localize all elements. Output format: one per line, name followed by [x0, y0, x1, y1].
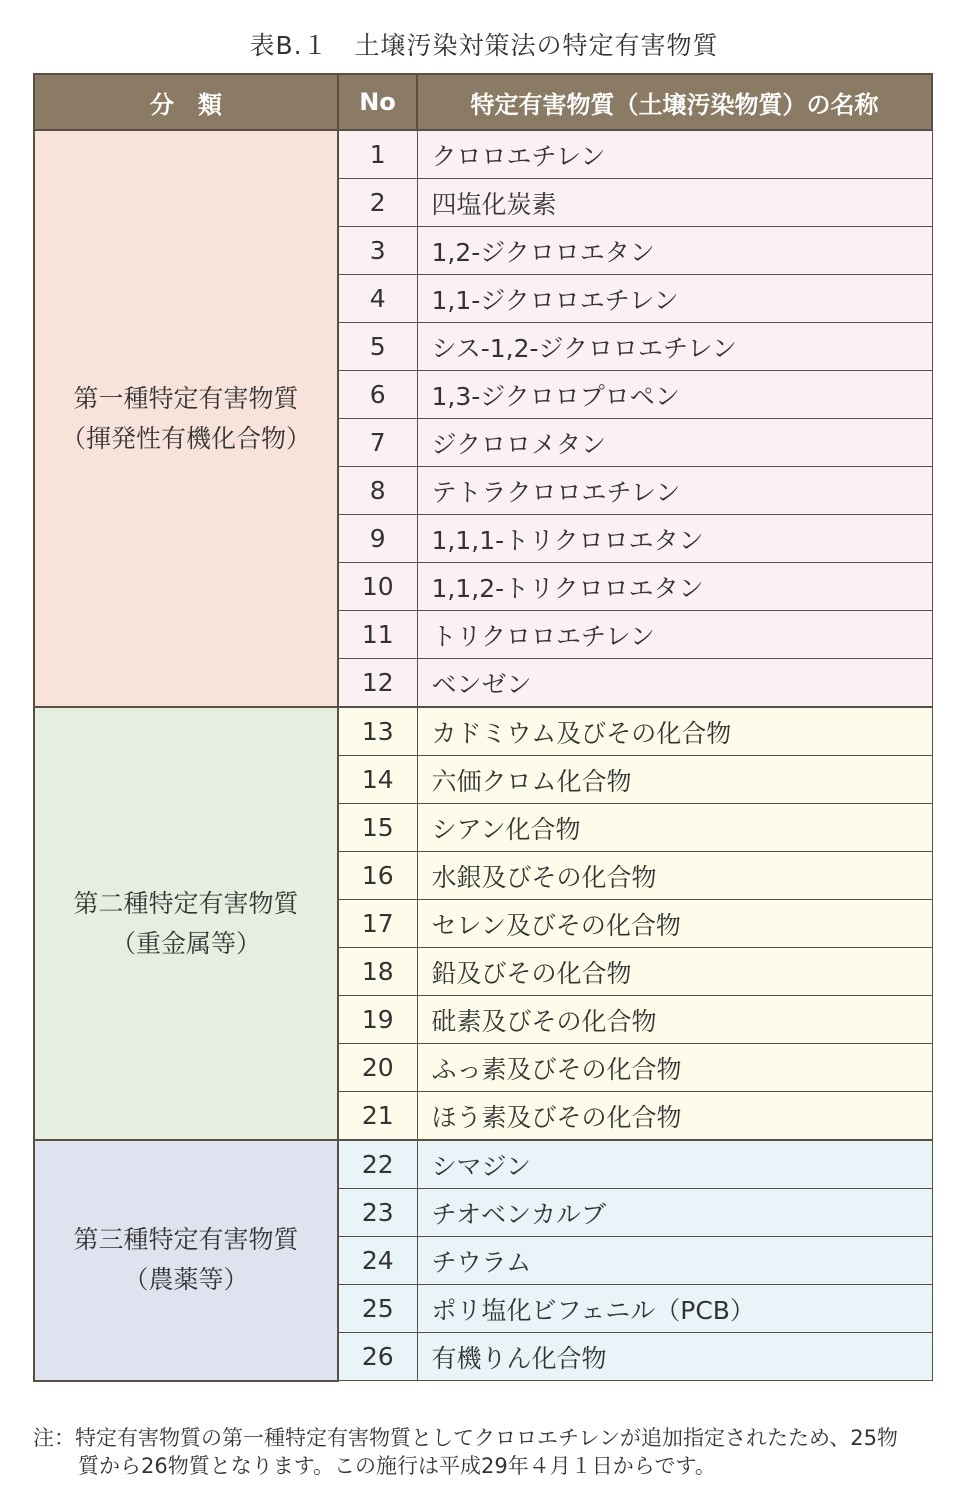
- substance-name: 鉛及びその化合物: [417, 948, 932, 996]
- category-sublabel: （重金属等）: [110, 928, 261, 958]
- substance-name: ジクロロメタン: [417, 419, 932, 467]
- substance-name: 1,1,1-トリクロロエタン: [417, 515, 932, 563]
- substance-name: ポリ塩化ビフェニル（PCB）: [417, 1285, 932, 1333]
- hazardous-substances-table: [33, 73, 933, 1382]
- substance-name: テトラクロロエチレン: [417, 467, 932, 515]
- row-no: 4: [338, 275, 417, 323]
- footnote-line-1: 注：特定有害物質の第一種特定有害物質としてクロロエチレンが追加指定されたため、25物: [33, 1426, 898, 1450]
- row-no: 25: [338, 1285, 417, 1333]
- table-row: [34, 1140, 932, 1189]
- table-header-row: [34, 74, 932, 130]
- row-no: 23: [338, 1189, 417, 1237]
- category-label: 第一種特定有害物質: [73, 383, 299, 413]
- substance-name: ふっ素及びその化合物: [417, 1044, 932, 1092]
- substance-name: 砒素及びその化合物: [417, 996, 932, 1044]
- header-category: 分 類: [34, 74, 338, 130]
- row-no: 3: [338, 227, 417, 275]
- substance-name: セレン及びその化合物: [417, 900, 932, 948]
- category-cell-type3: [34, 1140, 338, 1381]
- substance-name: 1,3-ジクロロプロペン: [417, 371, 932, 419]
- row-no: 9: [338, 515, 417, 563]
- row-no: 26: [338, 1333, 417, 1381]
- substance-name: 六価クロム化合物: [417, 756, 932, 804]
- footnote: [33, 1424, 933, 1480]
- substance-name: クロロエチレン: [417, 130, 932, 179]
- substance-name: シマジン: [417, 1140, 932, 1189]
- substance-name: 水銀及びその化合物: [417, 852, 932, 900]
- category-label: 第三種特定有害物質: [73, 1225, 299, 1255]
- row-no: 13: [338, 707, 417, 756]
- table-title: 表B.１ 土壌汚染対策法の特定有害物質: [249, 31, 719, 60]
- substance-name: シス-1,2-ジクロロエチレン: [417, 323, 932, 371]
- header-no: No: [338, 74, 417, 130]
- row-no: 20: [338, 1044, 417, 1092]
- row-no: 1: [338, 130, 417, 179]
- substance-name: 1,1,2-トリクロロエタン: [417, 563, 932, 611]
- row-no: 16: [338, 852, 417, 900]
- row-no: 15: [338, 804, 417, 852]
- category-sublabel: （揮発性有機化合物）: [60, 423, 311, 453]
- row-no: 24: [338, 1237, 417, 1285]
- substance-name: シアン化合物: [417, 804, 932, 852]
- header-name: 特定有害物質（土壌汚染物質）の名称: [417, 74, 932, 130]
- row-no: 12: [338, 659, 417, 708]
- row-no: 10: [338, 563, 417, 611]
- substance-name: ほう素及びその化合物: [417, 1092, 932, 1141]
- row-no: 7: [338, 419, 417, 467]
- substance-name: 1,2-ジクロロエタン: [417, 227, 932, 275]
- substance-name: ベンゼン: [417, 659, 932, 708]
- category-cell-type1: [34, 130, 338, 707]
- row-no: 21: [338, 1092, 417, 1141]
- substance-name: カドミウム及びその化合物: [417, 707, 932, 756]
- row-no: 11: [338, 611, 417, 659]
- row-no: 19: [338, 996, 417, 1044]
- category-sublabel: （農薬等）: [123, 1265, 249, 1295]
- substance-name: 四塩化炭素: [417, 179, 932, 227]
- substance-name: 有機りん化合物: [417, 1333, 932, 1381]
- table-row: [34, 130, 932, 179]
- footnote-line-2: 質から26物質となります。この施行は平成29年４月１日からです。: [78, 1454, 716, 1478]
- substance-name: 1,1-ジクロロエチレン: [417, 275, 932, 323]
- row-no: 22: [338, 1140, 417, 1189]
- row-no: 18: [338, 948, 417, 996]
- category-label: 第二種特定有害物質: [73, 888, 299, 918]
- row-no: 17: [338, 900, 417, 948]
- row-no: 5: [338, 323, 417, 371]
- category-cell-type2: [34, 707, 338, 1140]
- substance-name: トリクロロエチレン: [417, 611, 932, 659]
- row-no: 8: [338, 467, 417, 515]
- row-no: 6: [338, 371, 417, 419]
- substance-name: チオベンカルブ: [417, 1189, 932, 1237]
- row-no: 2: [338, 179, 417, 227]
- row-no: 14: [338, 756, 417, 804]
- substance-name: チウラム: [417, 1237, 932, 1285]
- table-row: [34, 707, 932, 756]
